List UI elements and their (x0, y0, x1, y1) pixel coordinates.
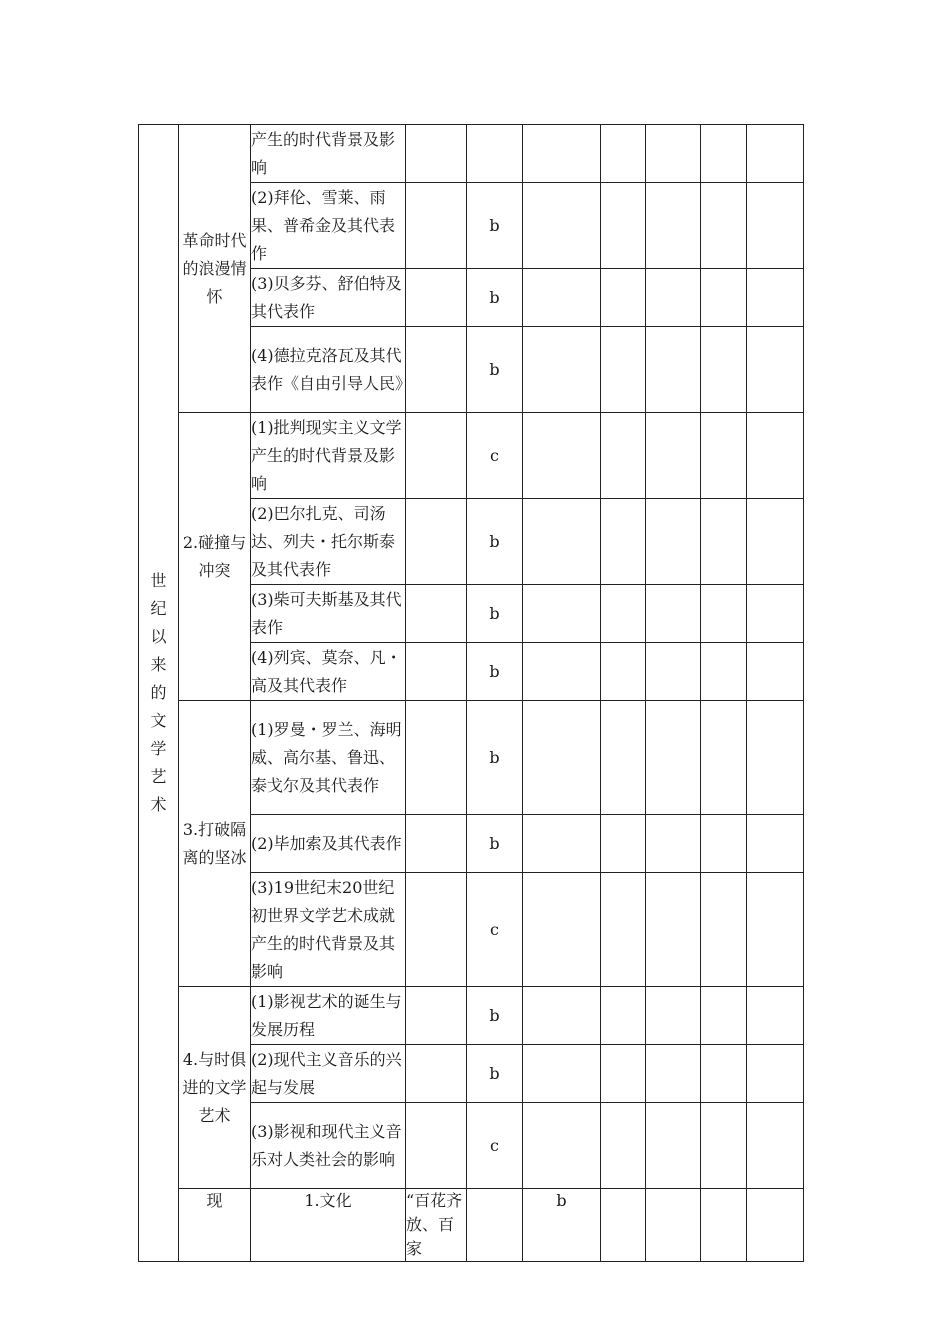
level-cell: b (467, 701, 523, 815)
topic-next-label: 现 (179, 1189, 251, 1262)
unit-title: 1.文化 (251, 1189, 406, 1262)
item-text: (1)批判现实主义文学产生的时代背景及影响 (251, 413, 406, 499)
item-text: (2)毕加索及其代表作 (251, 815, 406, 873)
item-text: (3)柴可夫斯基及其代表作 (251, 585, 406, 643)
level-cell: b (467, 499, 523, 585)
item-text: 产生的时代背景及影响 (251, 125, 406, 183)
level-cell: b (467, 585, 523, 643)
unit-title: 3.打破隔离的坚冰 (179, 701, 251, 987)
level-cell: b (467, 1045, 523, 1103)
level-cell: b (467, 815, 523, 873)
unit-title: 4.与时俱进的文学艺术 (179, 987, 251, 1189)
level-cell: b (467, 183, 523, 269)
unit-title: 2.碰撞与冲突 (179, 413, 251, 701)
table-row (139, 413, 804, 499)
item-text: (1)罗曼・罗兰、海明威、高尔基、鲁迅、泰戈尔及其代表作 (251, 701, 406, 815)
item-text: (4)列宾、莫奈、凡・高及其代表作 (251, 643, 406, 701)
level-cell: b (467, 269, 523, 327)
table-row (139, 1189, 804, 1262)
level-cell: c (467, 873, 523, 987)
item-text: (3)19世纪末20世纪初世界文学艺术成就产生的时代背景及其影响 (251, 873, 406, 987)
topic-label: 世 纪 以 来 的 文 学 艺 术 (150, 571, 167, 814)
level-cell: b (467, 327, 523, 413)
level-cell: c (467, 413, 523, 499)
level-cell: b (467, 987, 523, 1045)
topic-cell (139, 125, 179, 1262)
item-text: (2)巴尔扎克、司汤达、列夫・托尔斯泰及其代表作 (251, 499, 406, 585)
syllabus-table (138, 124, 804, 1262)
item-text: (3)影视和现代主义音乐对人类社会的影响 (251, 1103, 406, 1189)
table-row (139, 987, 804, 1045)
level-cell: c (467, 1103, 523, 1189)
level-cell: b (467, 643, 523, 701)
level-cell (467, 125, 523, 183)
item-text: (2)现代主义音乐的兴起与发展 (251, 1045, 406, 1103)
table-row (139, 701, 804, 815)
item-text: (3)贝多芬、舒伯特及其代表作 (251, 269, 406, 327)
table-row (139, 125, 804, 183)
item-text: (4)德拉克洛瓦及其代表作《自由引导人民》 (251, 327, 406, 413)
item-text: “百花齐放、百家 (406, 1189, 467, 1262)
unit-title: 革命时代的浪漫情怀 (179, 125, 251, 413)
item-text: (2)拜伦、雪莱、雨果、普希金及其代表作 (251, 183, 406, 269)
level-cell: b (523, 1189, 601, 1262)
item-text: (1)影视艺术的诞生与发展历程 (251, 987, 406, 1045)
